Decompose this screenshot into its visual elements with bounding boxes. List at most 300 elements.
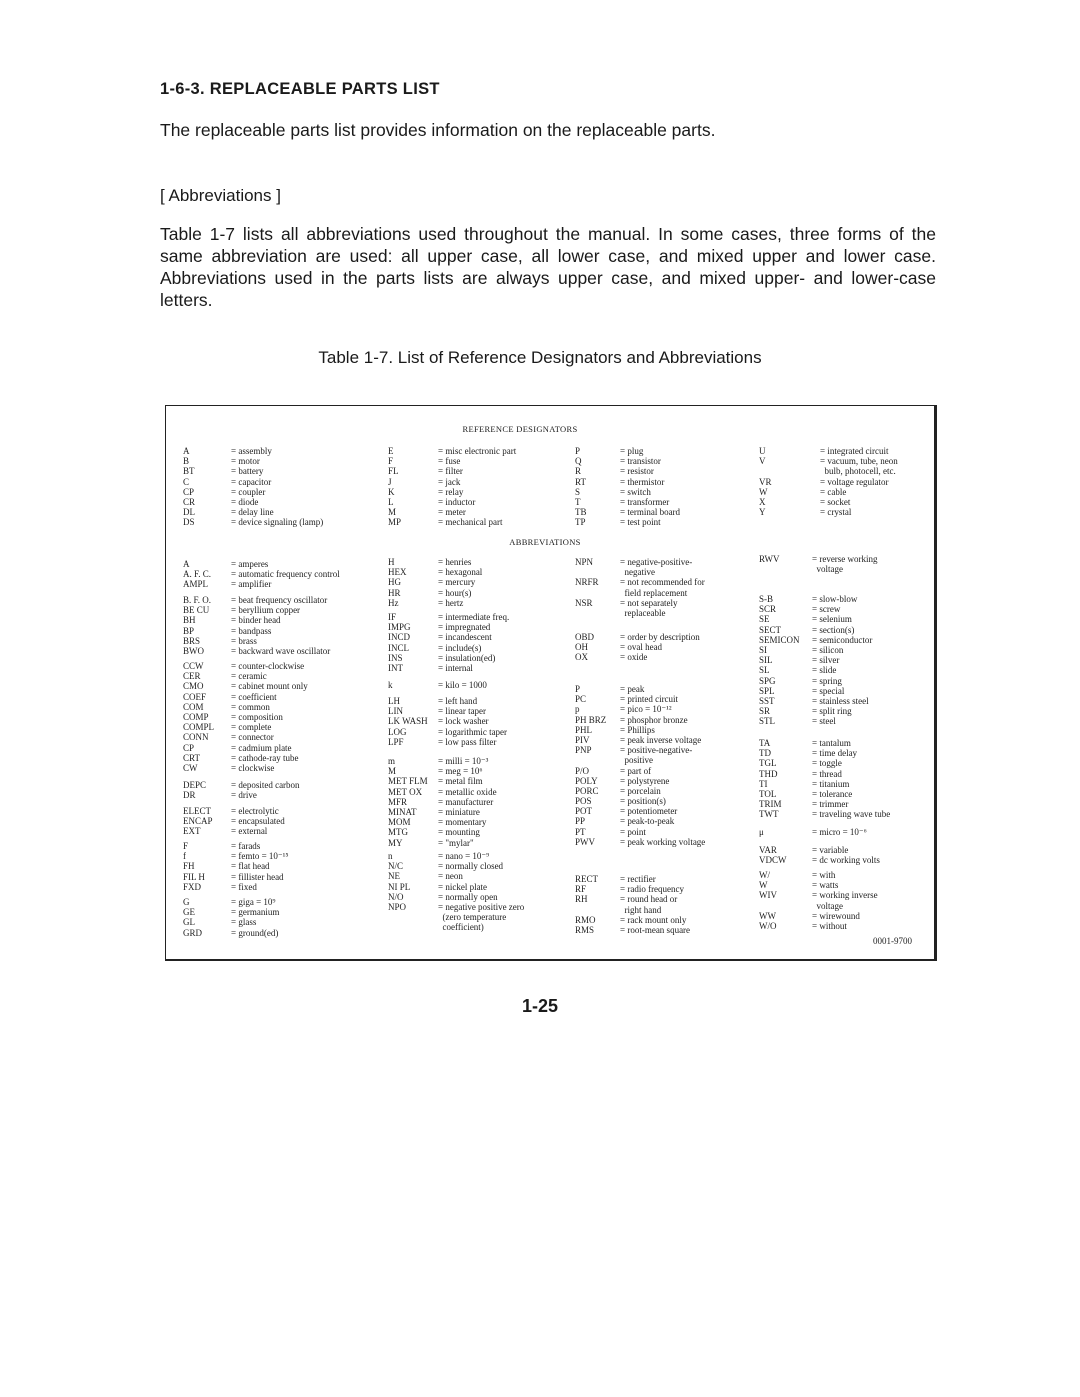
abbreviation-meaning: = amperes — [231, 559, 269, 569]
abbreviation-meaning: = automatic frequency control — [231, 569, 340, 580]
abbreviation-meaning: = wirewound — [812, 910, 860, 921]
abbreviation-code: LK WASH — [388, 716, 428, 727]
abbreviation-code: FL — [388, 466, 399, 477]
abbreviation-meaning: = filter — [438, 466, 463, 477]
abbreviation-code: L — [388, 496, 394, 507]
abbreviation-code: SCR — [759, 604, 777, 615]
abbreviation-meaning: = porcelain — [620, 785, 661, 796]
abbreviation-meaning: = normally open — [438, 891, 498, 902]
abbreviation-code: SECT — [759, 624, 782, 635]
abbreviation-meaning: = fillister head — [231, 871, 284, 882]
abbreviation-code: SL — [759, 665, 770, 676]
abbreviations-header: ABBREVIATIONS — [509, 537, 581, 547]
abbreviation-code: COEF — [183, 691, 207, 702]
abbreviation-meaning: = transistor — [620, 456, 661, 467]
abbreviation-code: POT — [575, 806, 593, 817]
abbreviation-code: n — [388, 851, 393, 861]
table-caption: Table 1-7. List of Reference Designators and Abbreviations — [318, 348, 762, 367]
abbreviation-meaning: = crystal — [820, 507, 852, 518]
abbreviation-code: WW — [759, 910, 776, 921]
abbreviation-meaning: = peak working voltage — [620, 836, 706, 847]
abbreviation-code: POS — [575, 796, 592, 807]
abbreviation-code: BH — [183, 615, 196, 626]
abbreviation-code: OX — [575, 652, 588, 663]
abbreviation-meaning: = cabinet mount only — [231, 681, 308, 692]
abbreviation-code: FIL H — [183, 871, 205, 882]
abbreviation-meaning: = ceramic — [231, 671, 267, 682]
abbreviation-meaning: = glass — [231, 917, 257, 928]
section-title: 1-6-3. REPLACEABLE PARTS LIST — [160, 80, 440, 98]
abbreviation-code: ELECT — [183, 806, 211, 816]
abbreviation-meaning: = phosphor bronze — [620, 714, 688, 725]
abbreviation-code: W/O — [759, 920, 777, 931]
abbreviation-code: R — [575, 466, 582, 477]
abbreviation-meaning: = pico = 10⁻¹² — [620, 704, 672, 715]
abbreviation-code: M — [388, 507, 397, 518]
abbreviation-code: MINAT — [388, 806, 417, 817]
abbreviation-meaning: = selenium — [812, 614, 852, 625]
abbreviation-code: VR — [759, 476, 772, 487]
abbreviation-code: TWT — [759, 809, 779, 820]
abbreviation-meaning: = manufacturer — [438, 796, 494, 807]
abbreviation-code: MOM — [388, 817, 411, 828]
abbreviation-code: VDCW — [759, 855, 787, 866]
abbreviation-code: DS — [183, 517, 195, 528]
abbreviation-meaning: = variable — [812, 845, 849, 855]
abbreviation-meaning: = common — [231, 701, 270, 712]
abbreviation-meaning: = low pass filter — [438, 736, 497, 747]
abbreviation-meaning: = clockwise — [231, 762, 275, 773]
abbreviation-code: NRFR — [575, 577, 599, 588]
abbreviation-code: HR — [388, 587, 401, 598]
abbreviation-meaning: = reverse working voltage — [812, 554, 878, 575]
abbreviation-meaning: = bandpass — [231, 625, 272, 636]
abbreviation-code: TB — [575, 507, 587, 518]
abbreviation-meaning: = cadmium plate — [231, 742, 292, 753]
abbreviation-meaning: = toggle — [812, 758, 842, 769]
abbreviation-meaning: = special — [812, 685, 845, 696]
abbreviation-meaning: = electrolytic — [231, 806, 279, 816]
abbreviation-meaning: = rack mount only — [620, 914, 687, 925]
page-number: 1-25 — [521, 996, 559, 1016]
abbreviation-meaning: = "mylar" — [438, 837, 474, 848]
abbreviation-code: p — [575, 704, 580, 715]
abbreviation-code: MY — [388, 837, 403, 848]
abbreviation-code: CRT — [183, 752, 200, 763]
abbreviation-code: FXD — [183, 881, 202, 892]
abbreviation-code: STL — [759, 716, 776, 727]
abbreviation-meaning: = tantalum — [812, 738, 851, 748]
abbreviation-meaning: = miniature — [438, 806, 480, 817]
abbreviation-code: S — [575, 486, 581, 497]
abbreviation-code: A — [183, 446, 190, 456]
abbreviation-meaning: = composition — [231, 711, 283, 722]
abbreviation-meaning: = position(s) — [620, 796, 666, 807]
abbreviation-code: SEMICON — [759, 634, 800, 645]
abbreviation-meaning: = counter-clockwise — [231, 661, 305, 671]
abbreviation-meaning: = mercury — [438, 577, 476, 588]
abbreviation-meaning: = negative positive zero (zero temperature coefficient) — [438, 901, 525, 933]
abbreviation-meaning: = negative-positive- negative — [620, 557, 693, 578]
abbreviation-code: MP — [388, 517, 402, 528]
abbreviation-meaning: = hour(s) — [438, 587, 472, 598]
abbreviation-meaning: = include(s) — [438, 642, 482, 653]
abbreviation-meaning: = internal — [438, 662, 473, 673]
abbreviation-meaning: = impregnated — [438, 622, 491, 633]
abbreviation-meaning: = potentiometer — [620, 806, 678, 817]
abbreviation-code: PWV — [575, 836, 595, 847]
abbreviation-code: K — [388, 486, 395, 497]
abbreviation-meaning: = trimmer — [812, 799, 849, 810]
abbreviation-code: PNP — [575, 745, 592, 756]
abbreviation-code: GRD — [183, 927, 203, 938]
abbreviation-meaning: = nano = 10⁻⁹ — [438, 851, 490, 861]
abbreviation-meaning: = time delay — [812, 748, 858, 759]
abbreviation-code: EXT — [183, 826, 201, 837]
abbreviation-meaning: = encapsulated — [231, 816, 285, 827]
abbreviation-meaning: = point — [620, 826, 646, 837]
abbreviation-code: f — [183, 851, 186, 862]
abbreviation-meaning: = metallic oxide — [438, 786, 497, 797]
abbreviation-meaning: = polystyrene — [620, 775, 670, 786]
abbreviation-meaning: = split ring — [812, 706, 852, 717]
abbreviation-code: HG — [388, 577, 401, 588]
abbreviation-meaning: = momentary — [438, 817, 487, 828]
abbreviation-code: SR — [759, 706, 771, 717]
abbreviation-code: MET FLM — [388, 776, 428, 787]
abbreviation-code: INS — [388, 652, 403, 663]
abbreviation-meaning: = battery — [231, 466, 264, 477]
abbreviation-code: DL — [183, 507, 195, 518]
abbreviation-meaning: = nickel plate — [438, 881, 488, 892]
abbreviation-meaning: = peak-to-peak — [620, 816, 675, 827]
abbreviation-meaning: = silicon — [812, 644, 844, 655]
abbreviation-code: COMP — [183, 711, 209, 722]
abbreviation-meaning: = part of — [620, 765, 652, 776]
abbreviation-code: P — [575, 446, 581, 456]
abbreviation-code: TGL — [759, 758, 777, 769]
abbreviation-code: INCD — [388, 632, 410, 643]
abbreviation-meaning: = left hand — [438, 696, 478, 706]
abbreviation-meaning: = cable — [820, 486, 847, 497]
abbreviation-code: μ — [759, 827, 764, 837]
abbreviation-code: HEX — [388, 567, 407, 578]
abbreviation-meaning: = incandescent — [438, 632, 492, 643]
abbreviation-code: W — [759, 486, 768, 497]
abbreviation-meaning: = slide — [812, 665, 837, 676]
abbreviation-code: POLY — [575, 775, 598, 786]
abbreviation-code: TD — [759, 748, 771, 759]
abbreviation-meaning: = root-mean square — [620, 924, 691, 935]
abbreviation-meaning: = assembly — [231, 446, 272, 456]
abbreviation-meaning: = meg = 10⁶ — [438, 766, 483, 777]
abbreviation-code: F — [388, 456, 394, 467]
abbreviation-code: E — [388, 446, 394, 456]
abbreviation-meaning: = germanium — [231, 907, 280, 918]
abbreviation-code: G — [183, 897, 190, 907]
abbreviation-code: FH — [183, 861, 195, 872]
abbreviation-code: W/ — [759, 870, 770, 880]
abbreviation-meaning: = meter — [438, 507, 466, 518]
abbreviation-meaning: = round head or right hand — [620, 894, 678, 915]
abbreviation-code: J — [388, 476, 392, 487]
abbreviation-code: OH — [575, 642, 588, 653]
abbreviation-code: RECT — [575, 874, 599, 884]
abbreviation-code: BE CU — [183, 605, 210, 616]
abbreviation-code: LH — [388, 696, 400, 706]
abbreviation-meaning: = switch — [620, 486, 651, 497]
abbreviation-code: F — [183, 841, 189, 851]
abbreviation-meaning: = resistor — [620, 466, 654, 477]
abbreviation-meaning: = cathode-ray tube — [231, 752, 299, 763]
abbreviation-code: V — [759, 456, 766, 467]
abbreviation-code: PIV — [575, 734, 590, 745]
abbreviation-code: MET OX — [388, 786, 423, 797]
abbreviation-meaning: = micro = 10⁻⁶ — [812, 827, 867, 837]
abbreviation-meaning: = ground(ed) — [231, 927, 279, 938]
abbreviation-code: COMPL — [183, 722, 215, 733]
abbreviation-meaning: = traveling wave tube — [812, 809, 891, 820]
abbreviation-meaning: = transformer — [620, 496, 670, 507]
abbreviations-heading: [ Abbreviations ] — [160, 186, 281, 205]
abbreviation-code: RMO — [575, 914, 596, 925]
abbreviation-meaning: = spring — [812, 675, 842, 686]
abbreviation-meaning: = slow-blow — [812, 594, 858, 604]
abbreviation-code: PP — [575, 816, 586, 827]
abbreviation-meaning: = order by description — [620, 632, 700, 642]
abbreviation-meaning: = steel — [812, 716, 836, 727]
abbreviation-code: A — [183, 559, 190, 569]
abbreviation-code: NE — [388, 871, 400, 882]
abbreviation-code: MTG — [388, 827, 408, 838]
abbreviation-code: B — [183, 456, 190, 467]
abbreviation-code: CONN — [183, 732, 209, 743]
abbreviation-meaning: = brass — [231, 635, 257, 646]
abbreviation-meaning: = screw — [812, 604, 841, 615]
abbreviation-code: IF — [388, 612, 397, 622]
abbreviation-code: PORC — [575, 785, 599, 796]
abbreviation-code: CCW — [183, 661, 204, 671]
abbreviation-meaning: = logarithmic taper — [438, 726, 508, 737]
reference-designators-header: REFERENCE DESIGNATORS — [462, 424, 578, 434]
abbreviation-meaning: = external — [231, 826, 268, 837]
abbreviation-meaning: = deposited carbon — [231, 780, 300, 790]
abbreviation-code: k — [388, 680, 393, 690]
abbreviation-code: S-B — [759, 594, 774, 604]
abbreviation-meaning: = milli = 10⁻³ — [438, 756, 489, 766]
abbreviation-code: CER — [183, 671, 201, 682]
abbreviation-code: OBD — [575, 632, 595, 642]
abbreviation-code: GE — [183, 907, 195, 918]
abbreviation-code: P/O — [575, 765, 590, 776]
abbreviation-meaning: = fixed — [231, 881, 257, 892]
abbreviation-code: N/O — [388, 891, 404, 902]
abbreviation-meaning: = vacuum, tube, neon bulb, photocell, etc. — [820, 456, 898, 477]
abbreviation-code: SE — [759, 614, 770, 625]
abbreviation-meaning: = lock washer — [438, 716, 489, 727]
abbreviation-meaning: = peak inverse voltage — [620, 734, 702, 745]
abbreviation-meaning: = femto = 10⁻¹⁵ — [231, 851, 289, 862]
abbreviation-meaning: = with — [812, 870, 836, 880]
abbreviation-meaning: = without — [812, 920, 847, 931]
abbreviation-code: TP — [575, 517, 586, 528]
abbreviation-meaning: = complete — [231, 722, 272, 733]
abbreviation-code: THD — [759, 768, 778, 779]
abbreviation-meaning: = oxide — [620, 652, 648, 663]
abbreviation-code: RMS — [575, 924, 595, 935]
abbreviation-code: Q — [575, 456, 582, 467]
abbreviation-code: C — [183, 476, 190, 487]
abbreviation-meaning: = insulation(ed) — [438, 652, 496, 663]
abbreviation-code: P — [575, 684, 581, 694]
abbreviation-meaning: = fuse — [438, 456, 461, 467]
abbreviation-code: PT — [575, 826, 586, 837]
abbreviation-meaning: = mounting — [438, 827, 480, 838]
abbreviation-meaning: = oval head — [620, 642, 663, 653]
abbreviation-meaning: = device signaling (lamp) — [231, 517, 324, 528]
abbreviation-code: U — [759, 446, 766, 456]
abbreviation-meaning: = thermistor — [620, 476, 665, 487]
abbreviation-meaning: = section(s) — [812, 624, 855, 635]
abbreviation-code: NPO — [388, 901, 407, 912]
abbreviation-code: m — [388, 756, 396, 766]
abbreviation-code: H — [388, 557, 395, 567]
abbreviation-code: CP — [183, 486, 195, 497]
abbreviation-code: NI PL — [388, 881, 411, 892]
abbreviation-meaning: = connector — [231, 732, 274, 743]
abbreviation-code: INCL — [388, 642, 409, 653]
abbreviation-meaning: = metal film — [438, 776, 483, 787]
abbreviation-meaning: = peak — [620, 684, 645, 694]
abbreviation-code: CR — [183, 496, 196, 507]
abbreviations-paragraph: Table 1-7 lists all abbreviations used throughout the manual. In some cases, three forms of the same abbreviation are used: all upper case, all lower case, and mixed upper and lower case. Abbreviations used in the parts lists are always upper case, and mixed upper- and lower-case letters. — [160, 224, 936, 310]
abbreviation-code: CMO — [183, 681, 204, 692]
abbreviation-meaning: = titanium — [812, 778, 850, 789]
abbreviation-meaning: = diode — [231, 496, 259, 507]
abbreviation-code: Y — [759, 507, 766, 518]
abbreviation-code: NPN — [575, 557, 594, 567]
abbreviation-meaning: = integrated circuit — [820, 446, 889, 456]
abbreviation-code: TRIM — [759, 799, 782, 810]
abbreviation-code: T — [575, 496, 581, 507]
abbreviation-meaning: = coupler — [231, 486, 266, 497]
abbreviation-code: BRS — [183, 635, 201, 646]
abbreviation-meaning: = positive-negative- positive — [620, 745, 693, 766]
abbreviation-meaning: = coefficient — [231, 691, 277, 702]
abbreviation-meaning: = Phillips — [620, 724, 655, 735]
abbreviation-meaning: = radio frequency — [620, 884, 685, 895]
abbreviation-code: SPG — [759, 675, 776, 686]
abbreviation-code: SIL — [759, 655, 773, 666]
abbreviation-code: M — [388, 766, 397, 777]
abbreviation-meaning: = test point — [620, 517, 661, 528]
abbreviation-meaning: = beat frequency oscillator — [231, 595, 328, 605]
abbreviation-code: RF — [575, 884, 587, 895]
abbreviation-code: WIV — [759, 890, 777, 901]
abbreviation-code: BWO — [183, 645, 204, 656]
abbreviation-code: CW — [183, 762, 198, 773]
abbreviation-meaning: = backward wave oscillator — [231, 645, 331, 656]
abbreviation-meaning: = printed circuit — [620, 694, 679, 705]
abbreviation-code: RT — [575, 476, 586, 487]
abbreviation-meaning: = neon — [438, 871, 463, 882]
abbreviation-meaning: = semiconductor — [812, 634, 873, 645]
abbreviation-meaning: = plug — [620, 446, 644, 456]
abbreviation-meaning: = beryllium copper — [231, 605, 301, 616]
abbreviation-meaning: = not recommended for field replacement — [620, 577, 705, 598]
abbreviation-meaning: = stainless steel — [812, 695, 869, 706]
abbreviation-meaning: = misc electronic part — [438, 446, 517, 456]
abbreviation-meaning: = not separately replaceable — [620, 597, 678, 618]
abbreviation-code: PC — [575, 694, 587, 705]
abbreviation-code: X — [759, 496, 766, 507]
abbreviation-code: RWV — [759, 554, 780, 564]
abbreviation-meaning: = jack — [438, 476, 461, 487]
abbreviation-meaning: = intermediate freq. — [438, 612, 510, 622]
abbreviation-meaning: = giga = 10⁹ — [231, 897, 276, 907]
abbreviation-meaning: = voltage regulator — [820, 476, 889, 487]
abbreviation-meaning: = flat head — [231, 861, 270, 872]
abbreviation-code: TA — [759, 738, 771, 748]
abbreviation-code: LOG — [388, 726, 407, 737]
abbreviation-code: PHL — [575, 724, 593, 735]
abbreviation-code: SST — [759, 695, 775, 706]
abbreviation-meaning: = capacitor — [231, 476, 272, 487]
abbreviation-meaning: = mechanical part — [438, 517, 503, 528]
abbreviation-code: SPL — [759, 685, 775, 696]
abbreviation-code: LIN — [388, 706, 403, 717]
abbreviation-meaning: = tolerance — [812, 788, 853, 799]
abbreviation-code: W — [759, 880, 768, 891]
abbreviation-meaning: = dc working volts — [812, 855, 880, 866]
abbreviation-meaning: = relay — [438, 486, 464, 497]
abbreviation-meaning: = silver — [812, 655, 840, 666]
abbreviation-code: BP — [183, 625, 195, 636]
abbreviation-meaning: = henries — [438, 557, 472, 567]
abbreviation-code: BT — [183, 466, 195, 477]
document-code: 0001-9700 — [873, 936, 912, 946]
abbreviation-code: DR — [183, 790, 196, 801]
abbreviation-code: TI — [759, 778, 768, 789]
abbreviation-code: DEPC — [183, 780, 207, 790]
abbreviation-meaning: = amplifier — [231, 579, 272, 590]
abbreviation-code: ENCAP — [183, 816, 213, 827]
abbreviation-code: INT — [388, 662, 403, 673]
abbreviation-code: IMPG — [388, 622, 411, 633]
abbreviation-meaning: = terminal board — [620, 507, 681, 518]
abbreviation-code: SI — [759, 644, 768, 655]
abbreviation-code: MFR — [388, 796, 408, 807]
abbreviation-code: RH — [575, 894, 588, 905]
abbreviation-code: TOL — [759, 788, 777, 799]
abbreviation-meaning: = farads — [231, 841, 261, 851]
abbreviation-code: LPF — [388, 736, 404, 747]
abbreviation-meaning: = motor — [231, 456, 260, 467]
abbreviation-meaning: = hexagonal — [438, 567, 483, 578]
abbreviation-code: CP — [183, 742, 195, 753]
abbreviation-meaning: = watts — [812, 880, 839, 891]
abbreviation-code: GL — [183, 917, 195, 928]
abbreviation-meaning: = thread — [812, 768, 842, 779]
intro-text: The replaceable parts list provides information on the replaceable parts. — [160, 120, 716, 140]
abbreviation-meaning: = inductor — [438, 496, 476, 507]
abbreviation-code: COM — [183, 701, 204, 712]
abbreviation-meaning: = delay line — [231, 507, 274, 518]
abbreviation-meaning: = linear taper — [438, 706, 487, 717]
abbreviation-meaning: = working inverse voltage — [812, 890, 878, 911]
abbreviation-meaning: = drive — [231, 790, 257, 801]
abbreviation-meaning: = binder head — [231, 615, 281, 626]
